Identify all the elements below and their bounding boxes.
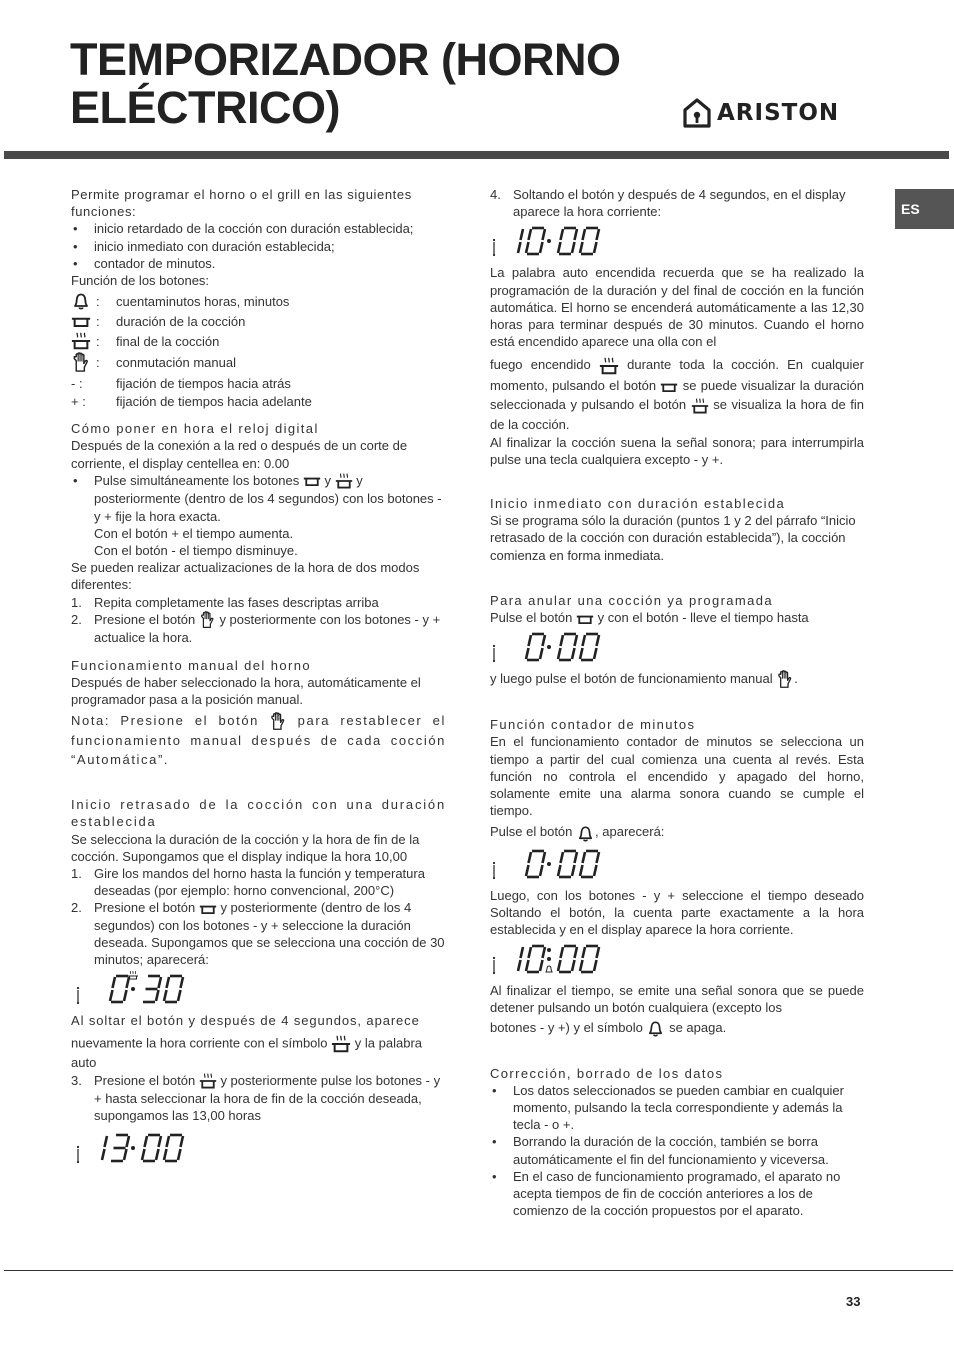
- timer-text: En el funcionamiento contador de minutos se selecciona un tiempo a partir del cual comienza una cuenta al revés. Esta función no controla el encendido y apagado del horno, solamente emite una alarma sonora cuando se cumple el tiempo.: [490, 734, 864, 819]
- auto-text: La palabra auto encendida recuerda que se ha realizado la programación de la duración y del final de cocción en la función automática. El horno se encenderá automáticamente a las 12,30 horas para terminar después de 30 minutos. Cuando el horno está encendido aparece una olla con el: [490, 265, 864, 350]
- button-label: conmutación manual: [116, 355, 236, 371]
- list-item: • En el caso de funcionamiento programado, el aparato no acepta tiempos de fin de cocción anteriores a los de comienzo de la cocción propuestos por el aparato.: [490, 1168, 864, 1220]
- manual-note: Nota: Presione el botón para restablecer el funcionamiento manual después de cada cocción “Automática”.: [71, 713, 446, 768]
- delayed-heading: Inicio retrasado de la cocción con una duración establecida: [71, 797, 446, 830]
- button-label: fijación de tiempos hacia adelante: [116, 393, 312, 409]
- pot-icon: [660, 381, 678, 393]
- auto-indicator: [493, 645, 495, 662]
- button-row-duration: : duración de la cocción: [71, 311, 446, 331]
- bell-icon: [576, 824, 595, 843]
- steaming-pot-icon: [599, 356, 619, 376]
- button-label: cuentaminutos horas, minutos: [116, 293, 290, 309]
- lcd-display: [74, 1129, 214, 1169]
- title-line-1: TEMPORIZADOR (HORNO: [70, 34, 621, 85]
- cancel-text: Pulse el botón y con el botón - lleve el tiempo hasta: [490, 609, 809, 625]
- fire-text: fuego encendido durante toda la cocción. En cualquier momento, pulsando el botón se puede visualizar la duración seleccionada y pulsando el botón se visualiza la hora de fin de la cocción.: [490, 357, 864, 432]
- display-cancel: [490, 628, 864, 668]
- delayed-step-2: 2. Presione el botón y posteriormente (dentro de los 4 segundos) con los botones - y + seleccione la duración deseada. Supongamos que se selecciona una cocción de 30 minutos; aparecerá:: [71, 900, 445, 968]
- button-row-manual: : conmutación manual: [71, 351, 446, 374]
- title-line-2: ELÉCTRICO): [70, 82, 340, 133]
- immediate-text: Si se programa sólo la duración (puntos 1 y 2 del párrafo “Inicio retrasado de la cocción con duración establecida”), la cocción comienza en forma inmediata.: [490, 513, 856, 563]
- page-number: 33: [846, 1294, 861, 1309]
- list-item: • inicio retardado de la cocción con duración establecida;: [71, 220, 446, 237]
- list-item: • Borrando la duración de la cocción, también se borra automáticamente el fin del funcionamiento y viceversa.: [490, 1133, 864, 1167]
- auto-indicator: [493, 861, 495, 878]
- buttons-heading: Función de los botones:: [71, 273, 210, 289]
- auto-indicator: [77, 987, 79, 1004]
- steaming-pot-icon: [335, 472, 353, 490]
- manual-text: Después de haber seleccionado la hora, automáticamente el programador pasa a la posición manual.: [71, 674, 421, 707]
- pot-icon: [303, 475, 321, 487]
- clock-text: Después de la conexión a la red o después de un corte de corriente, el display centellea en: 0.00: [71, 438, 408, 471]
- manual-heading: Funcionamiento manual del horno: [71, 657, 311, 673]
- right-column: [490, 186, 864, 1219]
- auto-indicator: [77, 1146, 79, 1163]
- house-logo-icon: [683, 98, 711, 128]
- immediate-heading: Inicio inmediato con duración establecida: [490, 495, 786, 511]
- lcd-display: [74, 970, 214, 1010]
- button-label: duración de la cocción: [116, 313, 246, 329]
- footer-rule: [4, 1270, 953, 1271]
- pot-icon: [71, 315, 91, 328]
- button-label: fijación de tiempos hacia atrás: [116, 375, 291, 391]
- steaming-pot-icon: [199, 1072, 217, 1090]
- display-duration: [74, 970, 446, 1010]
- delayed-step-4: 4. Soltando el botón y después de 4 segundos, en el display aparece la hora corriente:: [490, 187, 846, 220]
- button-label: final de la cocción: [116, 333, 220, 349]
- delayed-text: Se selecciona la duración de la cocción y la hora de fin de la cocción. Supongamos que el display indique la hora 10,00: [71, 831, 420, 864]
- timer-end-text-2: botones - y +) y el símbolo se apaga.: [490, 1019, 864, 1038]
- intro-text: Permite programar el horno o el grill en las siguientes funciones:: [71, 187, 412, 220]
- left-column: [71, 186, 446, 1171]
- functions-list: [71, 220, 446, 272]
- release-text: nuevamente la hora corriente con el símbolo y la palabra auto: [71, 1035, 423, 1071]
- end-text: Al finalizar la cocción suena la señal sonora; para interrumpirla pulse una tecla cualquiera excepto - y +.: [490, 434, 864, 467]
- brand-name: ARISTON: [717, 100, 840, 126]
- release-line: Al soltar el botón y después de 4 segundos, aparece: [71, 1013, 420, 1029]
- pot-icon: [199, 903, 217, 915]
- hand-icon: [269, 712, 287, 731]
- bell-icon: [646, 1019, 665, 1038]
- delayed-step-3: 3. Presione el botón y posteriormente pulse los botones - y + hasta seleccionar la hora de fin de la cocción deseada, supongamos las 13,00 horas: [71, 1072, 441, 1124]
- buttons-legend: [71, 291, 446, 410]
- lcd-display: [490, 845, 630, 885]
- brand-logo: [683, 98, 839, 128]
- correction-heading: Corrección, borrado de los datos: [490, 1065, 724, 1081]
- update-text: Se pueden realizar actualizaciones de la hora de dos modos diferentes:: [71, 560, 420, 593]
- hand-icon: [776, 670, 794, 689]
- clock-step: • Pulse simultáneamente los botones y y posteriormente (dentro de los 4 segundos) con los botones - y + fije la hora exacta. Con el botón + el tiempo aumenta. Con el botón - el tiempo disminuye.: [71, 472, 446, 559]
- steaming-pot-icon: [691, 397, 709, 415]
- bell-icon: [71, 291, 91, 311]
- display-timer-running: [490, 940, 864, 980]
- list-item: • contador de minutos.: [71, 255, 446, 272]
- hand-icon: [199, 611, 216, 629]
- header-bar: [4, 151, 949, 159]
- clock-heading: Cómo poner en hora el reloj digital: [71, 421, 319, 437]
- auto-indicator: [493, 239, 495, 256]
- steaming-pot-icon: [331, 1034, 351, 1054]
- clock-minus: Con el botón - el tiempo disminuye.: [94, 543, 298, 558]
- lcd-display: [490, 628, 630, 668]
- button-row-minus: - : fijación de tiempos hacia atrás: [71, 375, 291, 391]
- button-row-bell: : cuentaminutos horas, minutos: [71, 291, 446, 311]
- lcd-display: [490, 222, 630, 262]
- button-row-end: : final de la cocción: [71, 331, 446, 351]
- pot-icon: [576, 613, 594, 625]
- list-item: • Los datos seleccionados se pueden cambiar en cualquier momento, pulsando la tecla correspondiente y además la tecla - o +.: [490, 1082, 864, 1134]
- update-step-2: 2. Presione el botón y posteriormente con los botones - y + actualice la hora.: [71, 611, 441, 646]
- hand-icon: [71, 352, 91, 373]
- button-row-plus: + : fijación de tiempos hacia adelante: [71, 393, 312, 409]
- clock-plus: Con el botón + el tiempo aumenta.: [94, 525, 294, 541]
- cancel-manual-text: y luego pulse el botón de funcionamiento manual .: [490, 670, 864, 689]
- auto-indicator: [493, 957, 495, 974]
- lcd-display: [490, 940, 630, 980]
- update-step-1: 1. Repita completamente las fases descriptas arriba: [71, 594, 379, 610]
- display-current-time: [490, 222, 864, 262]
- timer-then: Luego, con los botones - y + seleccione el tiempo deseado Soltando el botón, la cuenta parte exactamente a la hora establecida y en el display aparece la hora corriente.: [490, 887, 864, 937]
- timer-press: Pulse el botón , aparecerá:: [490, 823, 864, 842]
- display-timer: [490, 845, 864, 885]
- timer-end-text: Al finalizar el tiempo, se emite una señal sonora que se puede detener pulsando un botón cualquiera (excepto los: [490, 983, 864, 1016]
- steaming-pot-icon: [71, 331, 91, 351]
- display-end-time: [74, 1129, 446, 1169]
- delayed-step-1: 1. Gire los mandos del horno hasta la función y temperatura deseadas (por ejemplo: horno convencional, 200°C): [71, 866, 425, 899]
- list-item: • inicio inmediato con duración establecida;: [71, 238, 446, 255]
- timer-heading: Función contador de minutos: [490, 717, 696, 733]
- cancel-heading: Para anular una cocción ya programada: [490, 592, 774, 608]
- language-tab: ES: [895, 189, 954, 229]
- page-title: [70, 36, 620, 132]
